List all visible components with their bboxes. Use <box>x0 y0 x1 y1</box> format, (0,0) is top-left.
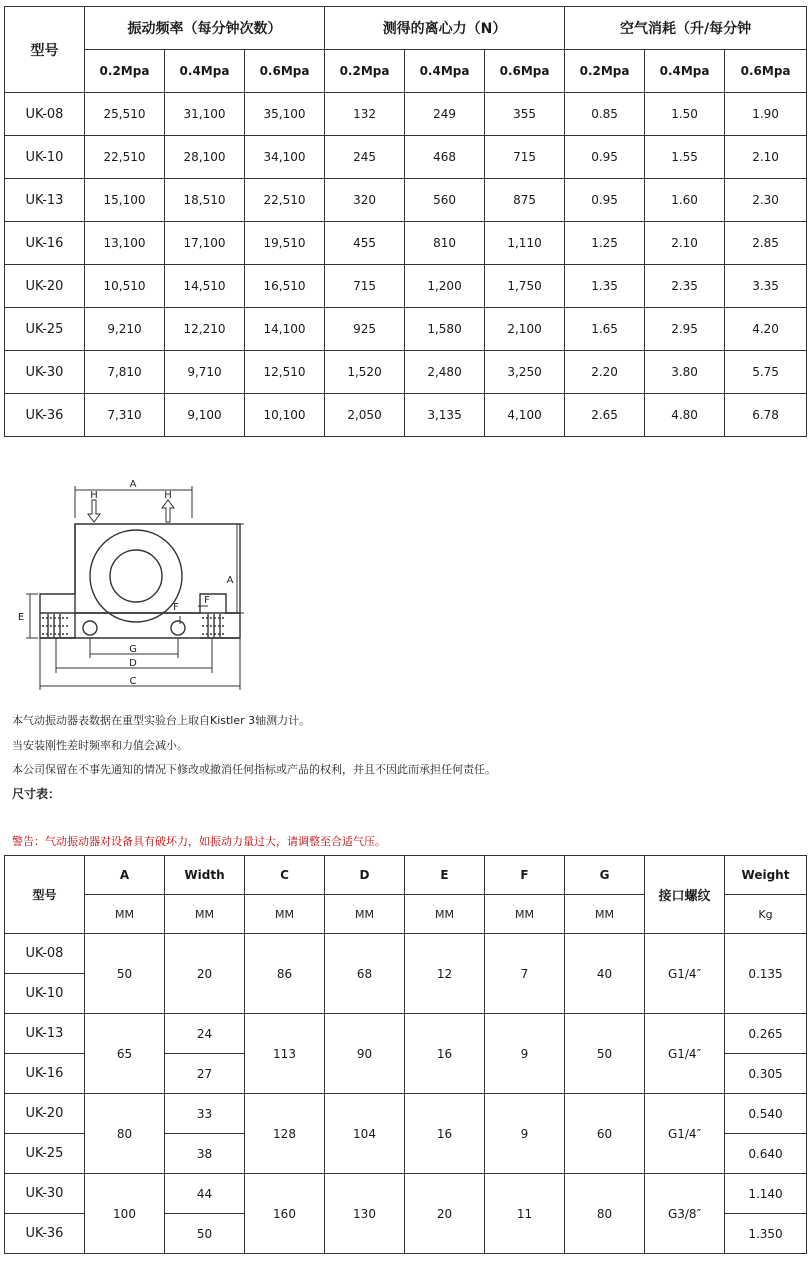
dim-label-h-left: H <box>90 490 98 501</box>
value-cell: 0.95 <box>565 136 645 179</box>
dim-width-cell: 38 <box>165 1134 245 1174</box>
dim-f-cell: 9 <box>485 1094 565 1174</box>
dim-label-e: E <box>17 612 25 623</box>
table-row <box>5 351 807 394</box>
dim-label-f-inner: F <box>173 602 179 613</box>
table-row <box>5 93 807 136</box>
value-cell: 2.20 <box>565 351 645 394</box>
weight-cell: 0.305 <box>725 1054 807 1094</box>
value-cell: 0.85 <box>565 93 645 136</box>
value-cell: 1.25 <box>565 222 645 265</box>
value-cell: 13,100 <box>85 222 165 265</box>
pressure-label: 0.2Mpa <box>85 50 165 93</box>
dim-c-cell: 113 <box>245 1014 325 1094</box>
table-row <box>5 394 807 437</box>
note-line-3: 本公司保留在不事先通知的情况下修改或撤消任何指标或产品的权利，并且不因此而承担任何责任。 <box>12 763 496 776</box>
dimension-table-body <box>5 934 807 1254</box>
thread-cell: G1/4″ <box>645 1094 725 1174</box>
value-cell: 14,510 <box>165 265 245 308</box>
model-cell: UK-25 <box>5 308 85 351</box>
model-cell: UK-08 <box>5 93 85 136</box>
unit-label: MM <box>565 895 645 934</box>
value-cell: 1.60 <box>645 179 725 222</box>
dim-label-d: D <box>129 658 137 669</box>
value-cell: 7,310 <box>85 394 165 437</box>
value-cell: 560 <box>405 179 485 222</box>
dimension-diagram <box>12 478 252 692</box>
value-cell: 3.35 <box>725 265 807 308</box>
col-header-width: Width <box>165 856 245 895</box>
model-cell: UK-08 <box>5 934 85 974</box>
value-cell: 925 <box>325 308 405 351</box>
unit-label: MM <box>85 895 165 934</box>
dim-label-c: C <box>129 676 137 687</box>
dim-width-cell: 50 <box>165 1214 245 1254</box>
dim-g-cell: 50 <box>565 1014 645 1094</box>
pressure-label: 0.4Mpa <box>165 50 245 93</box>
dim-c-cell: 160 <box>245 1174 325 1254</box>
pressure-label: 0.6Mpa <box>485 50 565 93</box>
dim-d-cell: 104 <box>325 1094 405 1174</box>
value-cell: 355 <box>485 93 565 136</box>
dim-g-cell: 80 <box>565 1174 645 1254</box>
value-cell: 3,135 <box>405 394 485 437</box>
force-header: 测得的离心力（N） <box>325 7 565 50</box>
thread-header: 接口螺纹 <box>645 856 725 934</box>
model-header: 型号 <box>5 856 85 934</box>
value-cell: 18,510 <box>165 179 245 222</box>
value-cell: 4.80 <box>645 394 725 437</box>
value-cell: 1.55 <box>645 136 725 179</box>
unit-label: MM <box>485 895 565 934</box>
value-cell: 5.75 <box>725 351 807 394</box>
dim-d-cell: 130 <box>325 1174 405 1254</box>
thread-cell: G3/8″ <box>645 1174 725 1254</box>
model-cell: UK-16 <box>5 1054 85 1094</box>
model-cell: UK-16 <box>5 222 85 265</box>
value-cell: 715 <box>325 265 405 308</box>
value-cell: 2.65 <box>565 394 645 437</box>
value-cell: 16,510 <box>245 265 325 308</box>
col-header-e: E <box>405 856 485 895</box>
dim-f-cell: 9 <box>485 1014 565 1094</box>
value-cell: 1.35 <box>565 265 645 308</box>
model-cell: UK-13 <box>5 179 85 222</box>
pressure-label: 0.2Mpa <box>565 50 645 93</box>
note-line-2: 当安装刚性差时频率和力值会减小。 <box>12 739 188 752</box>
value-cell: 7,810 <box>85 351 165 394</box>
model-cell: UK-30 <box>5 351 85 394</box>
dim-e-cell: 20 <box>405 1174 485 1254</box>
value-cell: 25,510 <box>85 93 165 136</box>
col-header-a: A <box>85 856 165 895</box>
weight-unit: Kg <box>725 895 807 934</box>
dim-e-cell: 16 <box>405 1014 485 1094</box>
pressure-label: 0.6Mpa <box>245 50 325 93</box>
dim-width-cell: 44 <box>165 1174 245 1214</box>
value-cell: 4.20 <box>725 308 807 351</box>
value-cell: 12,210 <box>165 308 245 351</box>
thread-cell: G1/4″ <box>645 934 725 1014</box>
value-cell: 455 <box>325 222 405 265</box>
weight-cell: 1.140 <box>725 1174 807 1214</box>
pressure-label: 0.4Mpa <box>405 50 485 93</box>
table-row <box>5 1014 807 1054</box>
dim-d-cell: 68 <box>325 934 405 1014</box>
value-cell: 2,480 <box>405 351 485 394</box>
weight-cell: 0.640 <box>725 1134 807 1174</box>
dim-label-a-top: A <box>129 479 137 490</box>
value-cell: 15,100 <box>85 179 165 222</box>
dim-g-cell: 60 <box>565 1094 645 1174</box>
value-cell: 9,100 <box>165 394 245 437</box>
col-header-d: D <box>325 856 405 895</box>
size-table-label: 尺寸表： <box>12 787 61 801</box>
value-cell: 28,100 <box>165 136 245 179</box>
pressure-label: 0.6Mpa <box>725 50 807 93</box>
value-cell: 1,110 <box>485 222 565 265</box>
table-row <box>5 136 807 179</box>
value-cell: 320 <box>325 179 405 222</box>
value-cell: 715 <box>485 136 565 179</box>
model-cell: UK-13 <box>5 1014 85 1054</box>
air-consumption-header: 空气消耗（升/每分钟 <box>565 7 807 50</box>
table-row <box>5 222 807 265</box>
dim-label-a-side: A <box>226 575 234 586</box>
dim-e-cell: 16 <box>405 1094 485 1174</box>
value-cell: 22,510 <box>245 179 325 222</box>
value-cell: 249 <box>405 93 485 136</box>
value-cell: 1,200 <box>405 265 485 308</box>
value-cell: 4,100 <box>485 394 565 437</box>
dim-a-cell: 65 <box>85 1014 165 1094</box>
value-cell: 10,100 <box>245 394 325 437</box>
value-cell: 1,750 <box>485 265 565 308</box>
value-cell: 468 <box>405 136 485 179</box>
dim-e-cell: 12 <box>405 934 485 1014</box>
weight-cell: 0.265 <box>725 1014 807 1054</box>
value-cell: 3.80 <box>645 351 725 394</box>
pressure-label: 0.2Mpa <box>325 50 405 93</box>
dim-width-cell: 33 <box>165 1094 245 1134</box>
value-cell: 1.90 <box>725 93 807 136</box>
value-cell: 9,210 <box>85 308 165 351</box>
value-cell: 9,710 <box>165 351 245 394</box>
value-cell: 2.10 <box>645 222 725 265</box>
col-header-g: G <box>565 856 645 895</box>
dimension-table <box>4 855 807 1254</box>
value-cell: 2,050 <box>325 394 405 437</box>
dim-a-cell: 50 <box>85 934 165 1014</box>
model-cell: UK-10 <box>5 974 85 1014</box>
model-cell: UK-20 <box>5 265 85 308</box>
value-cell: 2.10 <box>725 136 807 179</box>
dim-a-cell: 80 <box>85 1094 165 1174</box>
table-row <box>5 265 807 308</box>
value-cell: 19,510 <box>245 222 325 265</box>
table-row <box>5 1094 807 1134</box>
dim-d-cell: 90 <box>325 1014 405 1094</box>
value-cell: 1,580 <box>405 308 485 351</box>
model-cell: UK-30 <box>5 1174 85 1214</box>
value-cell: 2.85 <box>725 222 807 265</box>
pressure-label: 0.4Mpa <box>645 50 725 93</box>
value-cell: 2.95 <box>645 308 725 351</box>
value-cell: 1.50 <box>645 93 725 136</box>
dim-width-cell: 24 <box>165 1014 245 1054</box>
note-line-1: 本气动振动器表数据在重型实验台上取自Kistler 3轴测力计。 <box>12 714 311 727</box>
value-cell: 2.30 <box>725 179 807 222</box>
unit-label: MM <box>165 895 245 934</box>
value-cell: 14,100 <box>245 308 325 351</box>
value-cell: 0.95 <box>565 179 645 222</box>
weight-cell: 0.135 <box>725 934 807 1014</box>
value-cell: 12,510 <box>245 351 325 394</box>
col-header-f: F <box>485 856 565 895</box>
performance-table-body <box>5 93 807 437</box>
value-cell: 1,520 <box>325 351 405 394</box>
dim-c-cell: 128 <box>245 1094 325 1174</box>
value-cell: 6.78 <box>725 394 807 437</box>
value-cell: 35,100 <box>245 93 325 136</box>
value-cell: 1.65 <box>565 308 645 351</box>
model-cell: UK-20 <box>5 1094 85 1134</box>
model-header: 型号 <box>5 7 85 93</box>
dim-label-h-right: H <box>164 490 172 501</box>
thread-cell: G1/4″ <box>645 1014 725 1094</box>
weight-cell: 1.350 <box>725 1214 807 1254</box>
weight-header: Weight <box>725 856 807 895</box>
weight-cell: 0.540 <box>725 1094 807 1134</box>
value-cell: 17,100 <box>165 222 245 265</box>
dim-width-cell: 20 <box>165 934 245 1014</box>
table-row <box>5 308 807 351</box>
col-header-c: C <box>245 856 325 895</box>
table-row <box>5 179 807 222</box>
dim-c-cell: 86 <box>245 934 325 1014</box>
dim-f-cell: 7 <box>485 934 565 1014</box>
model-cell: UK-36 <box>5 1214 85 1254</box>
value-cell: 10,510 <box>85 265 165 308</box>
table-row <box>5 934 807 974</box>
model-cell: UK-25 <box>5 1134 85 1174</box>
value-cell: 2,100 <box>485 308 565 351</box>
warning-text: 警告：气动振动器对设备具有破坏力，如振动力量过大，请调整至合适气压。 <box>12 835 386 848</box>
model-cell: UK-10 <box>5 136 85 179</box>
frequency-header: 振动频率（每分钟次数） <box>85 7 325 50</box>
performance-table <box>4 6 807 437</box>
model-cell: UK-36 <box>5 394 85 437</box>
value-cell: 245 <box>325 136 405 179</box>
value-cell: 2.35 <box>645 265 725 308</box>
dim-g-cell: 40 <box>565 934 645 1014</box>
unit-label: MM <box>245 895 325 934</box>
value-cell: 22,510 <box>85 136 165 179</box>
table-row <box>5 1174 807 1214</box>
unit-label: MM <box>405 895 485 934</box>
dim-label-g: G <box>129 644 137 655</box>
dim-f-cell: 11 <box>485 1174 565 1254</box>
dim-a-cell: 100 <box>85 1174 165 1254</box>
unit-label: MM <box>325 895 405 934</box>
dim-label-f-upper: F <box>204 595 210 606</box>
value-cell: 34,100 <box>245 136 325 179</box>
value-cell: 132 <box>325 93 405 136</box>
value-cell: 3,250 <box>485 351 565 394</box>
value-cell: 875 <box>485 179 565 222</box>
value-cell: 810 <box>405 222 485 265</box>
value-cell: 31,100 <box>165 93 245 136</box>
dim-width-cell: 27 <box>165 1054 245 1094</box>
